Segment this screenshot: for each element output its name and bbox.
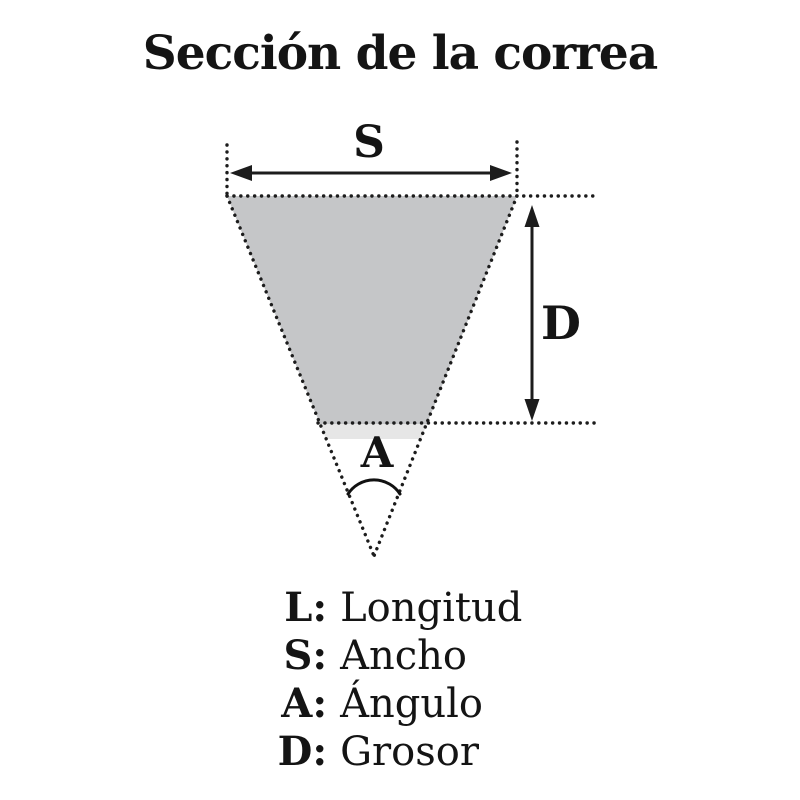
depth-arrowhead-bottom <box>525 399 540 421</box>
legend-key-length: L: <box>284 584 328 631</box>
legend-value-width: Ancho <box>340 633 467 679</box>
legend-value-length: Longitud <box>340 585 523 631</box>
figure-title: Sección de la correa <box>142 26 658 81</box>
angle-label: A <box>360 428 394 477</box>
legend <box>0 584 800 776</box>
width-arrowhead-right <box>490 165 512 181</box>
depth-dimension-arrow <box>525 205 540 421</box>
legend-key-depth: D: <box>277 728 328 775</box>
width-label: S <box>353 117 385 168</box>
legend-key-angle: A: <box>281 680 328 727</box>
legend-value-angle: Ángulo <box>340 681 483 727</box>
belt-body-shape <box>227 196 517 424</box>
legend-key-width: S: <box>283 632 328 679</box>
depth-label: D <box>541 296 581 350</box>
width-arrowhead-left <box>230 165 252 181</box>
legend-grid <box>278 584 523 776</box>
angle-arc <box>348 480 400 494</box>
depth-arrowhead-top <box>525 205 540 227</box>
legend-value-depth: Grosor <box>340 729 479 775</box>
